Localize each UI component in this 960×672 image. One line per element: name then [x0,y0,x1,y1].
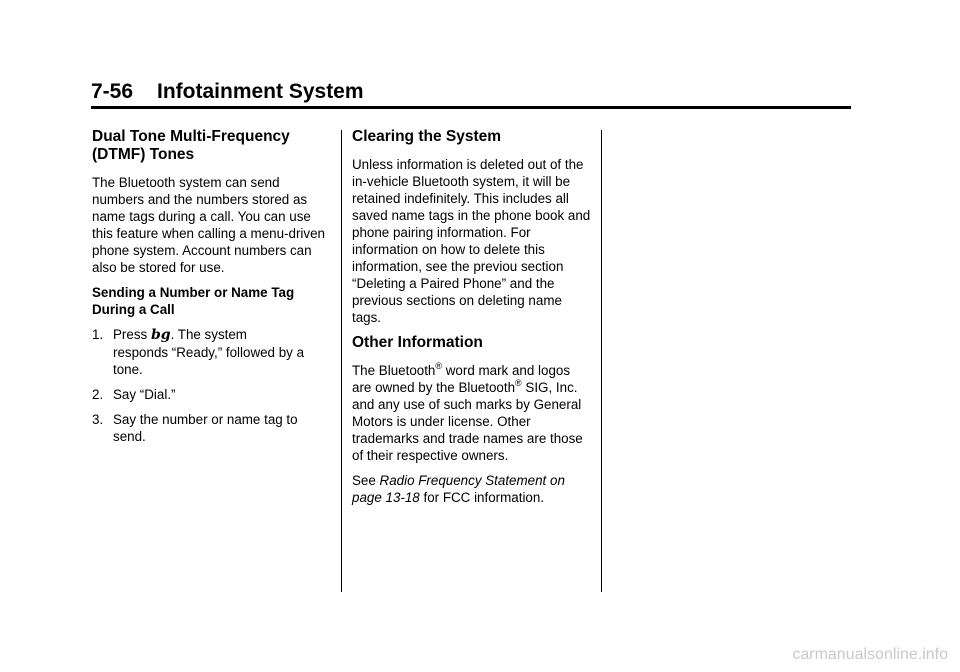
fcc-text: for FCC information. [419,490,545,505]
step-text: Say “Dial.” [113,387,176,402]
chapter-title: Infotainment System [157,80,364,103]
step-text: Say the number or name tag to send. [113,412,298,444]
step-responds-text: responds “Ready,” followed by a tone. [113,345,305,377]
trademark-text-part: The Bluetooth [352,363,436,378]
registered-mark: ® [435,361,443,371]
watermark: carmanualsonline.info [792,646,948,663]
other-information-heading: Other Information [352,334,483,351]
step-number: 2. [92,387,104,402]
column-left [92,128,328,453]
column-middle [352,128,592,514]
steps-list [92,326,328,445]
step-item [92,326,328,378]
radio-frequency-link[interactable]: Radio Frequency Statement on page 13-18 [352,473,565,505]
step-item [92,411,328,445]
phone-button-icon: g [160,327,171,343]
registered-mark: ® [515,378,522,388]
column-divider-right [601,130,602,592]
step-system-text: . The system [170,327,247,342]
clearing-system-text: Unless information is deleted out of the in-vehicle Bluetooth system, it will be retained indefinitely. This includes all saved name tags in the phone book and phone pairing information. For information on how to delete this information, see the previou section “Deleting a Paired Phone” and the previous sections on deleting name tags. [352,157,591,325]
trademark-text-part: SIG, Inc. and any use of such marks by General Motors is under license. Other trademarks and trade names are those of their respective owners. [352,380,583,463]
page-header [91,80,851,109]
sending-number-subhead: Sending a Number or Name Tag During a Call [92,285,295,317]
step-number: 3. [92,412,104,427]
column-divider-left [341,130,342,592]
step-press-text: Press [113,327,148,342]
fcc-reference [352,472,592,506]
dtmf-intro: The Bluetooth system can send numbers and the numbers stored as name tags during a call. You can use this feature when calling a menu-driven phone system. Account numbers can also be stored for use. [92,175,325,275]
trademark-text-part: word mark and logos are owned by the Bluetooth [352,363,571,395]
voice-button-icon: b [150,327,161,343]
see-text: See [352,473,380,488]
other-information-text [352,362,592,464]
dtmf-heading: Dual Tone Multi-Frequency (DTMF) Tones [92,128,290,163]
step-number: 1. [92,327,104,342]
clearing-system-heading: Clearing the System [352,128,502,145]
step-item [92,386,328,403]
page-number: 7-56 [91,80,134,103]
